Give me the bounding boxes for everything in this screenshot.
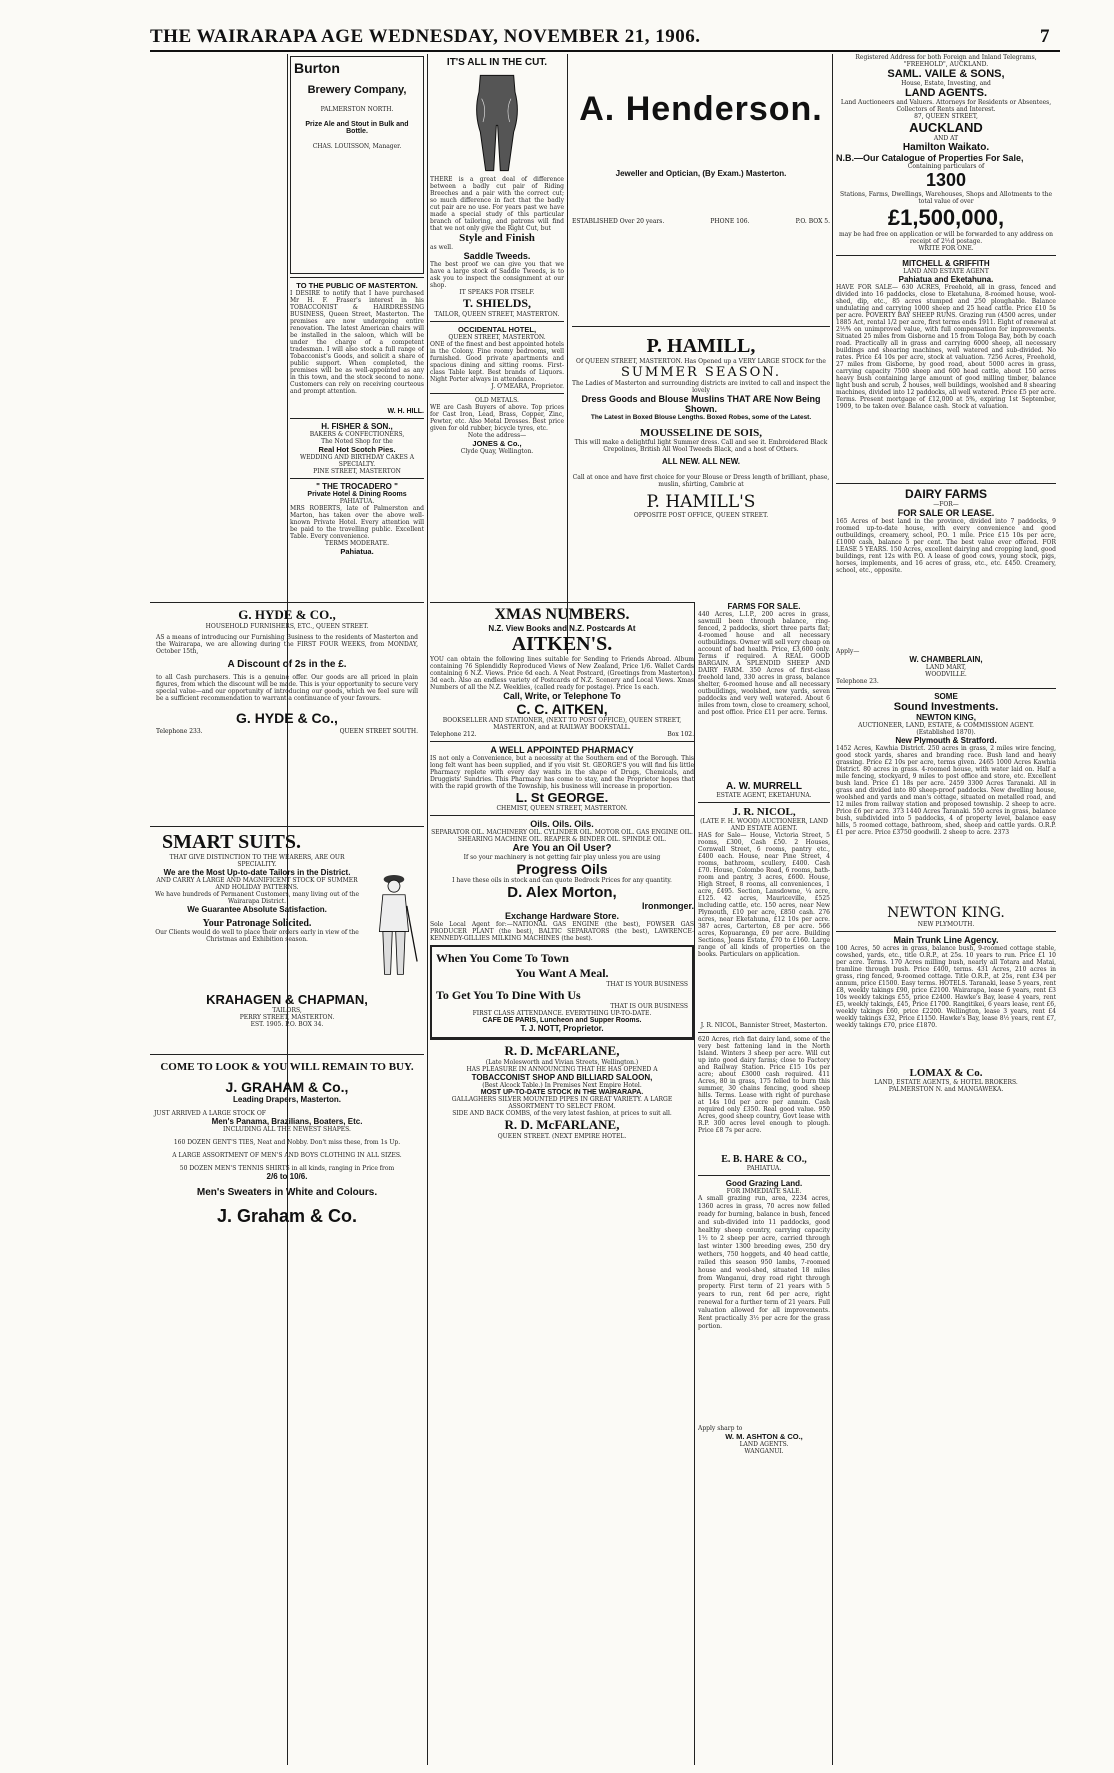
nicol-signature: J. R. NICOL, Bannister Street, Masterton.: [700, 1022, 828, 1029]
rule: [698, 802, 830, 803]
column-rule: [694, 602, 695, 1765]
burton-place: PALMERSTON NORTH.: [320, 106, 394, 113]
smart-line1: THAT GIVE DISTINCTION TO THE WEARERS, ARE OUR SPECIALITY.: [169, 854, 345, 868]
hamill-line1: Of QUEEN STREET, MASTERTON. Has Opened up a VERY LARGE STOCK for the: [576, 358, 826, 365]
aitken-footer: [430, 731, 694, 738]
paris-l4: To Get You To Dine With Us: [436, 988, 581, 1002]
fisher-pies: Real Hot Scotch Pies.: [318, 445, 396, 454]
saml-post: may be had free on application or will be forwarded to any address on receipt of 2½d postage.: [838, 231, 1054, 245]
burton-manager: CHAS. LOUISSON, Manager.: [312, 143, 402, 150]
smart-line7: Our Clients would do well to place their orders early in view of the Christmas and Exhibition season.: [155, 929, 359, 943]
aitken-xmas: XMAS NUMBERS.: [494, 606, 630, 623]
mcfarlane-name: R. D. McFARLANE,: [504, 1043, 620, 1058]
saml-desc-2: Land Auctioneers and Valuers. Attorneys for Residents or Absentees, Collectors of Rents and Interest.: [840, 99, 1052, 113]
burton-brewery: Brewery Company,: [307, 84, 407, 96]
lomax-desc: LAND, ESTATE AGENTS, & HOTEL BROKERS.: [874, 1079, 1018, 1086]
hamill-invite: The Ladies of Masterton and surrounding districts are invited to call and inspect the lovely: [572, 380, 830, 394]
stgeorge-ad: [430, 741, 694, 815]
burton-ad: [290, 56, 424, 274]
dairy-title: DAIRY FARMS: [904, 487, 987, 501]
mcfarlane-ad: [430, 1039, 694, 1143]
fisher-cakes: WEDDING AND BIRTHDAY CAKES A SPECIALTY.: [299, 454, 415, 468]
saml-top: Registered Address for both Foreign and Inland Telegrams,: [855, 54, 1037, 61]
saml-nb: N.B.—Our Catalogue of Properties For Sale,: [836, 153, 1024, 163]
hamill-latest: The Latest in Boxed Blouse Lengths. Boxed Robes, some of the Latest.: [590, 414, 812, 421]
rule: [430, 321, 564, 322]
hamill-name: P. HAMILL,: [646, 335, 756, 357]
cut-tweeds-body: The best proof we can give you that we have a large stock of Saddle Tweeds, is to ask you to inspect the consignment at our shop.: [430, 261, 564, 289]
trunk-title: Main Trunk Line Agency.: [893, 935, 999, 945]
column-rule: [832, 54, 833, 1765]
hamill-ad: [572, 326, 830, 599]
king-some: SOME: [934, 692, 958, 701]
hare-name: E. B. HARE & CO.,: [721, 1154, 807, 1165]
cut-style: Style and Finish: [459, 232, 535, 244]
hyde-desc: HOUSEHOLD FURNISHERS, ETC., QUEEN STREET.: [205, 623, 369, 630]
graham-name-2: J. Graham & Co.: [216, 1206, 358, 1226]
hamill-name-2: P. HAMILL'S: [646, 492, 756, 512]
mcfarlane-addr1: (Best Alcock Table.) In Premises Next Empire Hotel.: [482, 1082, 642, 1089]
ashton-place: WANGANUI.: [744, 1448, 784, 1455]
rule: [836, 688, 1056, 689]
morton-userbody: If so your machinery is not getting fair play unless you are using: [463, 854, 661, 861]
rule: [290, 478, 424, 479]
hamill-dress: Dress Goods and Blouse Muslins THAT ARE Now Being Shown.: [581, 394, 821, 414]
hyde-name-2: G. HYDE & Co.,: [236, 710, 338, 726]
hyde-ad: [150, 602, 424, 825]
saml-address: 87, QUEEN STREET,: [914, 113, 978, 120]
morton-agent: Sole Local Agent for:—NATIONAL GAS ENGINE (the best), FOWSER GAS PRODUCER PLANT (the best), BALTIC SEPARATORS (the best), LAWRENCE-KENNEDY-GILLIES MILKING MACHINES (the best).: [430, 921, 694, 942]
graham-ad: [150, 1054, 424, 1355]
cut-tweeds: Saddle Tweeds.: [463, 251, 531, 261]
rule: [290, 277, 424, 278]
ashton-name: W. M. ASHTON & CO.,: [725, 1432, 803, 1441]
smart-text: [150, 854, 364, 992]
trocadero-sub: Private Hotel & Dining Rooms: [307, 491, 407, 498]
smart-line5: We Guarantee Absolute Satisfaction.: [187, 905, 327, 914]
grazing-apply: Apply sharp to: [698, 1425, 743, 1432]
smart-suits-ad: [150, 826, 424, 1052]
dairy-sale: FOR SALE OR LEASE.: [897, 508, 995, 518]
smart-line4: We have hundreds of Permanent Customers, many living out of the Wairarapa District.: [155, 891, 360, 905]
aitken-call: Call, Write, or Telephone To: [503, 691, 621, 701]
trocadero-place: PAHIATUA.: [339, 498, 375, 505]
ashton-desc: LAND AGENTS.: [739, 1441, 789, 1448]
lomax-place: PALMERSTON N. and MANGAWEKA.: [888, 1086, 1004, 1093]
metals-name: JONES & Co.,: [472, 439, 522, 448]
dairy-body: 165 Acres of best land in the province, divided into 7 paddocks, 9 roomed up-to-date house, with every convenience and good outbuildings, creamery, school, P.O. 1 mile. Price £15 10s per acre, £1000 cash, balance 5 per cent. The best value ever offered. FOR LEASE 5 YEARS. 150 Acres, excellent dairying and cropping land, good buildings, rent 12s with P.O. A lease of good cows, young stock, pigs, horses, implements, and 16 acres of grass, etc., etc. £450. Creamery, school, etc., opposite.: [836, 518, 1056, 574]
morton-user: Are You an Oil User?: [512, 843, 612, 854]
mcfarlane-late: (Late Molesworth and Vivian Streets, Wellington.): [485, 1059, 639, 1066]
paris-l2: You Want A Meal.: [515, 966, 609, 980]
rule: [698, 1032, 830, 1033]
paris-l8: T. J. NOTT, Proprietor.: [520, 1024, 604, 1033]
grazing-sale: FOR IMMEDIATE SALE.: [726, 1188, 802, 1195]
masthead-title: THE WAIRARAPA AGE WEDNESDAY, NOVEMBER 21, 1906.: [150, 26, 701, 47]
graham-price: 2/6 to 10/6.: [266, 1172, 308, 1181]
cut-speaks: IT SPEAKS FOR ITSELF.: [459, 289, 535, 296]
metals-title: OLD METALS.: [475, 397, 519, 404]
krahagen-tailors: TAILORS,: [272, 1007, 302, 1014]
graham-arrived: JUST ARRIVED A LARGE STOCK OF: [154, 1110, 266, 1117]
king-place: New Plymouth & Stratford.: [895, 736, 997, 745]
paris-l3: THAT IS YOUR BUSINESS: [606, 981, 688, 988]
hyde-telephone: Telephone 233.: [156, 728, 203, 735]
aitken-box: Box 102.: [667, 731, 694, 738]
cut-aswell: as well.: [430, 244, 453, 251]
column-3: [430, 54, 564, 652]
hill-signature: W. H. HILL.: [387, 408, 424, 415]
shields-desc: TAILOR, QUEEN STREET, MASTERTON.: [434, 311, 560, 318]
stgeorge-desc: CHEMIST, QUEEN STREET, MASTERTON.: [496, 805, 628, 812]
aitken-views: N.Z. View Books and N.Z. Postcards At: [488, 624, 636, 633]
morton-list: SEPARATOR OIL. MACHINERY OIL. CYLINDER OIL. MOTOR OIL. GAS ENGINE OIL. SHEARING MACHINE OIL. REAPER & BINDER OIL. SPINDLE OIL.: [431, 829, 693, 843]
mitchell-desc: LAND AND ESTATE AGENT: [903, 268, 989, 275]
smart-body-row: [150, 854, 424, 992]
mcfarlane-pipes: GALLAGHERS SILVER MOUNTED PIPES IN GREAT VARIETY. A LARGE ASSORTMENT TO SELECT FROM.: [451, 1096, 673, 1110]
king-sound: Sound Investments.: [893, 701, 999, 713]
masthead-rule: [150, 50, 1060, 52]
center-column: [430, 602, 694, 1762]
stgeorge-body: IS not only a Convenience, but a necessity at the Southern end of the Borough. This long felt want has been supplied, and if you visit St. GEORGE'S you will find his little Pharmacy replete with every day wants in the shape of Drugs, Chemicals, and Druggists' Sundries. This Pharmacy has come to stay, and the Proprietor hopes that with the rapid growth of the Township, his business will increase in proportion.: [430, 755, 694, 790]
saml-freehold: "FREEHOLD", AUCKLAND.: [903, 61, 989, 68]
king-name: NEWTON KING,: [916, 713, 976, 722]
morton-store: Exchange Hardware Store.: [504, 911, 620, 921]
nicol-desc: (LATE F. H. WOOD) AUCTIONEER, LAND AND ESTATE AGENT.: [700, 818, 828, 832]
hamill-season: SUMMER SEASON.: [621, 365, 781, 380]
rule: [836, 255, 1056, 256]
henderson-box: P.O. BOX 5.: [795, 218, 830, 225]
king-name-2: NEWTON KING.: [887, 905, 1005, 921]
graham-shapes: INCLUDING ALL THE NEWEST SHAPES.: [223, 1126, 351, 1133]
fisher-shop: The Noted Shop for the: [321, 438, 393, 445]
column-6: [836, 54, 1056, 1765]
graham-name: J. GRAHAM & Co.,: [225, 1079, 349, 1095]
krahagen-est: EST. 1905. P.O. BOX 34.: [250, 1021, 324, 1028]
hyde-body: AS a means of introducing our Furnishing Business to the residents of Masterton and the Wairarapa, we are allowing during the FIRST FOUR WEEKS, from MONDAY, October 15th,: [156, 634, 418, 655]
henderson-phone: PHONE 106.: [710, 218, 750, 225]
hare-place: PAHIATUA.: [746, 1165, 782, 1172]
hamill-mousseline: MOUSSELINE DE SOIS,: [640, 427, 762, 439]
stgeorge-name: L. St GEORGE.: [515, 790, 609, 805]
saml-write: WRITE FOR ONE.: [918, 245, 974, 252]
saml-stations: Stations, Farms, Dwellings, Warehouses, Shops and Allotments to the total value of over: [840, 191, 1052, 205]
hill-body: I DESIRE to notify that I have purchased Mr H. F. Fraser's interest in his TOBACCONIST & HAIRDRESSING BUSINESS, Queen Street, Masterton. The premises are now undergoing entire renovation. The latest American chairs will be installed in the saloon, which will be under the charge of a competent tradesman. I will also stock a full range of Tobacconist's Goods, and solicit a share of public support. When completed, the premises will be as well-appointed as any in this town, and the stock second to none. Customers can rely on receiving courteous and prompt attention.: [290, 290, 424, 395]
mitchell-place: Pahiatua and Eketahuna.: [898, 275, 994, 284]
hyde-address: QUEEN STREET SOUTH.: [339, 728, 418, 735]
chamberlain-place: WOODVILLE.: [925, 671, 967, 678]
saml-contain: Containing particulars of: [907, 163, 985, 170]
trocadero-title: " THE TROCADERO ": [316, 482, 398, 491]
graham-sweaters: Men's Sweaters in White and Colours.: [196, 1187, 378, 1198]
farms-title: FARMS FOR SALE.: [727, 602, 801, 611]
metals-note: Note the address—: [467, 432, 527, 439]
aitken-desc: BOOKSELLER AND STATIONER, (NEXT TO POST OFFICE), QUEEN STREET, MASTERTON, and at RAILWAY BOOKSTALL.: [442, 717, 682, 731]
chamberlain-mart: LAND MART,: [925, 664, 967, 671]
henderson-footer: [572, 218, 830, 225]
king-body: 1452 Acres, Kawhia District. 250 acres in grass, 2 miles wire fencing, good stock yards, shares and branding race. Bush land and heavy grassing. Price £2 10s per acre, terms given. 2465 1000 Acres Kawhia District. 80 acres in grass. 4-roomed house, with water laid on. Half a mile fencing, stockyard, 9 miles to post office and store, etc. Excellent bush land. Price £1 18s per acre. 2459 3300 Acres Taranaki. All in grass and divided into 80 sheep-proof paddocks. New dwelling house, woolshed and yards and man's cottage, situated on metalled road, and 12 miles from railway station and proposed township. 2 sheep to acre. Price £6 per acre. 373 1440 Acres Taranaki. 550 acres in grass, balance bush, subdivided into 5 paddocks, 4 of property level, balance easy hills, 5 roomed cottage, bathroom, shed, sheep and cattle yards. O.R.P. £1 per acre. Price £3750 goodwill. 2 sheep to acre. 2373: [836, 745, 1056, 836]
henderson-desc: Jeweller and Optician, (By Exam.) Masterton.: [615, 169, 787, 178]
aitken-name-2: C. C. AITKEN,: [516, 701, 608, 717]
henderson-ad: [572, 56, 830, 324]
paris-l1: When You Come To Town: [436, 951, 569, 965]
morton-progress: Progress Oils: [516, 861, 608, 877]
trocadero-terms: TERMS MODERATE.: [324, 540, 390, 547]
metals-body: WE are Cash Buyers of above. Top prices for Cast Iron, Lead, Brass, Copper, Zinc, Pewter, etc. Also Metal Drosses. Best price given for old rubber, bicycle tyres, etc.: [430, 404, 564, 432]
occidental-address: QUEEN STREET, MASTERTON.: [448, 334, 546, 341]
hamill-call: Call at once and have first choice for your Blouse or Dress length of brilliant, phase, muslin, shirting, Cambric at: [572, 474, 830, 488]
aitken-body: YOU can obtain the following lines suitable for Sending to Friends Abroad. Album containing 76 Splendidly Reproduced Views of New Zealand, Price 1/6. Wallet Cards containing 6 N.Z. Views. Price 6d each. A Neat Postcard, (Greetings from Masterton). 3d each. Also an endless variety of Postcards of N.Z. Scenery and Local Views. Xmas Numbers of all the N.Z. Weeklies, (called ready for postage). Price 1s each.: [430, 656, 694, 691]
hyde-discount: A Discount of 2s in the £.: [227, 659, 347, 670]
masthead: [150, 26, 1050, 48]
graham-clothing: A LARGE ASSORTMENT OF MEN'S AND BOYS CLOTHING IN ALL SIZES.: [172, 1152, 402, 1159]
king-desc: AUCTIONEER, LAND, ESTATE, & COMMISSION AGENT.: [858, 722, 1034, 729]
saml-name: SAML. VAILE & SONS,: [887, 68, 1005, 80]
smart-title: SMART SUITS.: [162, 831, 301, 853]
saml-total: £1,500,000,: [887, 205, 1005, 230]
nicol-body: HAS for Sale— House, Victoria Street, 5 rooms, £300, Cash £50. 2 Houses, Cornwall Street, 6 rooms, pantry etc., £400 each. House, near Pine Street, 4 rooms, bathroom, scullery, £400. Cash £70. House, Colombo Road, 6 rooms, bath-room and pantry, 3 acres, £600. House, High Street, 8 rooms, all conveniences, 1 acre, £495. Section, Lansdowne, ¼ acre, £125. 42 acres, Mauriceville, £525 including cattle, etc. 150 acres, near New Plymouth, £10 per acre, £850 cash. 276 acres, near Eketahuna, £12 10s per acre. 387 acres, Carterton, £8 per acre. 566 acres, Kopuaranga, £9 per acre. Building Sections, Jeans Estate, £70 to £160. Large range of all kinds of properties on the books. Particulars on application.: [698, 832, 830, 958]
saml-desc: House, Estate, Investing, and: [901, 80, 991, 87]
saml-and: AND AT: [933, 135, 959, 142]
hamill-address: OPPOSITE POST OFFICE, QUEEN STREET.: [633, 512, 769, 519]
occidental-proprietor: J. O'MEARA, Proprietor.: [491, 383, 564, 390]
page-number: 7: [1040, 26, 1050, 47]
rule: [430, 393, 564, 394]
farms-body: 440 Acres, L.I.P., 200 acres in grass, sawmill been through balance, ring-fenced, 2 paddocks, short three parts flat; 4-roomed house and all necessary outbuildings. Owner will sell very cheap on account of bad health. Price, £3,600 only. Terms if required. A REAL GOOD BARGAIN. A SPLENDID SHEEP AND DAIRY FARM. 350 Acres of first-class freehold land, 330 acres in grass, balance shelter, 6-roomed house and all necessary outbuildings, woolshed, new yards, seven paddocks and very well watered. About 6 miles from town, close to creamery, school, and post office. Price £11 per acre. Terms.: [698, 611, 830, 716]
cut-body: THERE is a great deal of difference between a badly cut pair of Riding Breeches and a pair with the correct cut; so much difference in fact that the badly cut pair are no use. For years past we have made a special study of this particular branch of tailoring, and patrons will find that we not only give the Right Cut, but: [430, 176, 564, 232]
mcfarlane-name-2: R. D. McFARLANE,: [504, 1117, 620, 1132]
saml-num: 1300: [925, 170, 967, 190]
murrell-desc: ESTATE AGENT, EKETAHUNA.: [716, 792, 812, 799]
burton-prize: Prize Ale and Stout in Bulk and Bottle.: [305, 121, 409, 135]
paris-l7: CAFE DE PARIS, Luncheon and Supper Rooms.: [482, 1017, 642, 1024]
rule: [836, 483, 1056, 484]
saml-agents: LAND AGENTS.: [904, 87, 988, 99]
stgeorge-title: A WELL APPOINTED PHARMACY: [490, 745, 634, 755]
mcfarlane-addr2: QUEEN STREET. (NEXT EMPIRE HOTEL.: [497, 1133, 627, 1140]
henderson-name: A. Henderson.: [579, 90, 823, 128]
hamill-allnew: ALL NEW. ALL NEW.: [661, 457, 741, 466]
rule: [290, 418, 424, 419]
paris-l5: THAT IS OUR BUSINESS: [610, 1003, 688, 1010]
occidental-title: OCCIDENTAL HOTEL,: [457, 325, 537, 334]
hyde-footer: [156, 728, 418, 735]
lomax-name: LOMAX & Co.: [909, 1067, 983, 1079]
chamberlain-name: W. CHAMBERLAIN,: [909, 655, 983, 664]
hamill-mousseline-body: This will make a delightful light Summer dress. Call and see it. Embroidered Black Crepolines, British All Wool Tweeds Black, and a host of Others.: [574, 439, 828, 453]
mitchell-name: MITCHELL & GRIFFITH: [902, 259, 990, 268]
hyde-name: G. HYDE & CO.,: [238, 607, 336, 622]
graham-desc: Leading Drapers, Masterton.: [232, 1095, 342, 1104]
graham-shirts: 50 DOZEN MEN'S TENNIS SHIRTS in all kinds, ranging in Price from: [179, 1165, 395, 1172]
rule: [698, 1175, 830, 1176]
trocadero-body: MRS ROBERTS, late of Palmerston and Marton, has taken over the above well-known Private Hotel. Every attention will be paid to the travelling public. Excellent Table. Every convenience.: [290, 505, 424, 540]
saml-hamilton: Hamilton Waikato.: [902, 142, 990, 153]
trocadero-town: Pahiatua.: [340, 547, 374, 556]
fisher-sub: BAKERS & CONFECTIONERS,: [309, 431, 405, 438]
chamberlain-tel: Telephone 23.: [836, 678, 879, 685]
saml-city: AUCKLAND: [909, 120, 983, 135]
graham-hats: Men's Panama, Brazilians, Boaters, Etc.: [211, 1117, 363, 1126]
trousers-illustration: [452, 72, 542, 172]
burton-title: Burton: [294, 60, 340, 76]
nicol-name: J. R. NICOL,: [732, 806, 796, 818]
aitken-name: AITKEN'S.: [511, 633, 613, 655]
fisher-title: H. FISHER & SON.,: [321, 422, 393, 431]
king-place-2: NEW PLYMOUTH.: [917, 921, 975, 928]
trunk-body: 100 Acres, 50 acres in grass, balance bush, 9-roomed cottage stable, cowshed, yards, etc., title O.R.P., at 25s. 10 years to run. Price £1 10 per acre. Terms. 170 Acres milling bush, nearly all Totara and Matai, tramline through bush. Price £400, terms. 431 Acres, 210 acres in grass, ring fenced, 9-roomed cottage. Title O.R.P., at 25s, rent £34 per annum, price £1500. Easy terms. HOTELS. Taranaki, lease 5 years, rent £8, weekly takings £90, price £2100. Wairarapa, lease 6 years, rent £3 10s weekly takings £55, price £2400. Hawke's Bay, lease 4 years, rent £5, weekly takings, £45, Price £1700. Rangitikei, 6 years lease, rent £6, weekly takings £60, price £2200. Wellington, lease 3 years, rent £4 weekly takings £32, Price £1150. Hawke's Bay, lease 8½ years, rent £7, weekly takings £70, price £1870.: [836, 945, 1056, 1029]
morton-iron: Ironmonger.: [641, 901, 694, 911]
rule: [836, 931, 1056, 932]
paris-ad: [430, 945, 694, 1039]
column-rule: [427, 54, 428, 1765]
king-est: (Established 1870).: [916, 729, 976, 736]
column-2: [290, 54, 424, 652]
henderson-established: ESTABLISHED Over 20 years.: [572, 218, 665, 225]
aitken-ad: [430, 602, 694, 741]
grazing-title: Good Grazing Land.: [725, 1179, 803, 1188]
hyde-body-2: to all Cash purchasers. This is a genuine offer. Our goods are all priced in plain figures, from which the discount will be made. This is your opportunity to secure very special value—and our opportunity of introducing our goods, which we feel sure will be a sufficient recommendation to warrant a continuance of your favours.: [156, 674, 418, 702]
gentleman-illustration: [364, 858, 424, 988]
mcfarlane-saloon: TOBACCONIST SHOP AND BILLIARD SALOON,: [471, 1073, 653, 1082]
mcfarlane-body: HAS PLEASURE IN ANNOUNCING THAT HE HAS OPENED A: [466, 1066, 658, 1073]
paris-l6: FIRST CLASS ATTENDANCE. EVERYTHING UP-TO-DATE.: [472, 1010, 652, 1017]
mcfarlane-stock: MOST UP-TO-DATE STOCK IN THE WAIRARAPA.: [480, 1089, 644, 1096]
dairy-apply: Apply—: [836, 648, 860, 655]
cut-title: IT'S ALL IN THE CUT.: [446, 57, 548, 68]
mcfarlane-combs: SIDE AND BACK COMBS, of the very latest fashion, at prices to suit all.: [452, 1110, 672, 1117]
occidental-body: ONE of the finest and best appointed hotels in the Colony. Fine roomy bedrooms, well furnished. Good private apartments and spacious dining and sitting rooms. First-class Table kept. Best brands of Liquors. Night Porter always in attendance.: [430, 341, 564, 383]
aitken-tel: Telephone 212.: [430, 731, 477, 738]
morton-name: D. Alex Morton,: [507, 884, 617, 901]
mitchell-body: HAVE FOR SALE— 630 ACRES, Freehold, all in grass, fenced and divided into 16 paddocks, close to Eketahuna, 8-roomed house, wool-shed, dip, etc., 85 acres stumped and 250 ploughable. Balance undulating and carrying 1000 sheep and 25 head cattle. Price £10 5s per acre. POVERTY BAY SHEEP RUNS. Grazing run (4500 acres, under 1885 Act, rental 1/2 per acre, first terms ends 1911. Eight of renewal at 2½% on unimproved value, with full compensation for improvements. Situated 25 miles from Gisborne and 15 from Tologa Bay, both by coach road. Practically all in grass and carrying 6000 sheep, all necessary buildings and shearing machines, well watered and sub-divided. No rates. Price £4 10s per acre, stock at valuation. 7256 Acres, Freehold, 27 miles from Gisborne, by good road, about 5000 acres in grass, carrying capacity 7500 sheep and 600 head cattle, about 150 acres heavy bush containing large amount of good milling timber, balance light bush and scrub, 2 houses, well buildings, woolshed and 8 shearing machines, divided into 12 paddocks, all well watered. Price £5 per acre. Terms. Present mortgage of £12,000 at 5%, expiring 1st September, 1909, to be taken over. Balance cash. Stock at valuation.: [836, 284, 1056, 410]
metals-address: Clyde Quay, Wellington.: [460, 448, 534, 455]
fisher-address: PINE STREET, MASTERTON: [313, 468, 401, 475]
krahagen-name: KRAHAGEN & CHAPMAN,: [206, 992, 368, 1007]
krahagen-address: PERRY STREET, MASTERTON.: [239, 1014, 335, 1021]
smart-line2: We are the Most Up-to-date Tailors in the District.: [163, 868, 351, 877]
smart-line3: AND CARRY A LARGE AND MAGNIFICENT STOCK OF SUMMER AND HOLIDAY PATTERNS.: [156, 877, 358, 891]
morton-ad: [430, 815, 694, 945]
hare-body: 620 Acres, rich flat dairy land, some of the very best fattening land in the North Island. Winters 3 sheep per acre. Will cut up into good dairy farms; close to Factory and Railway Station. Price £15 10s per acre; about £3000 cash required. 411 Acres, 80 in grass, 175 felled to burn this summer, 30 chains fencing, good sheep hills. Terms. Lease with right of purchase at 14s 10d per acre per annum. Cash required only £350. Real good value. 950 Acres, good sheep country, Govt lease with R.P. 300 acres level enough to plough. Price £8 7s per acre.: [698, 1036, 830, 1134]
dairy-for: —FOR—: [933, 501, 959, 508]
morton-oils: Oils. Oils. Oils.: [530, 819, 594, 829]
column-rule: [567, 54, 568, 654]
graham-title: COME TO LOOK & YOU WILL REMAIN TO BUY.: [160, 1061, 414, 1073]
graham-ties: 160 DOZEN GENT'S TIES, Neat and Nobby. Don't miss these, from 1s Up.: [173, 1139, 401, 1146]
smart-line6: Your Patronage Solicited.: [202, 918, 312, 929]
morton-have: I have these oils in stock and can quote Bedrock Prices for any quantity.: [452, 877, 672, 884]
grazing-body: A small grazing run, area, 2234 acres, 1360 acres in grass, 70 acres now felled ready for burning, balance in bush, fenced and sub-divided into 11 paddocks, good healthy sheep country, carrying capacity 1½ to 2 sheep per acre, carried through last winter 1300 breeding ewes, 250 dry wethers, 750 hoggets, and 40 head cattle, railed this season 950 lambs, 7-roomed house and wool-shed, situated 18 miles from Wanganui, dray road right through property. First term of 21 years with 5 years to run, rent 6d per acre, right renewal for a further term of 21 years. Full valuation allowed for all improvements. Rent practically 3½ per acre for the grass portion.: [698, 1195, 830, 1330]
shields-name: T. SHIELDS,: [462, 296, 532, 310]
hill-title: TO THE PUBLIC OF MASTERTON.: [296, 281, 418, 290]
column-5: [698, 602, 830, 1765]
murrell-name: A. W. MURRELL: [725, 781, 803, 792]
